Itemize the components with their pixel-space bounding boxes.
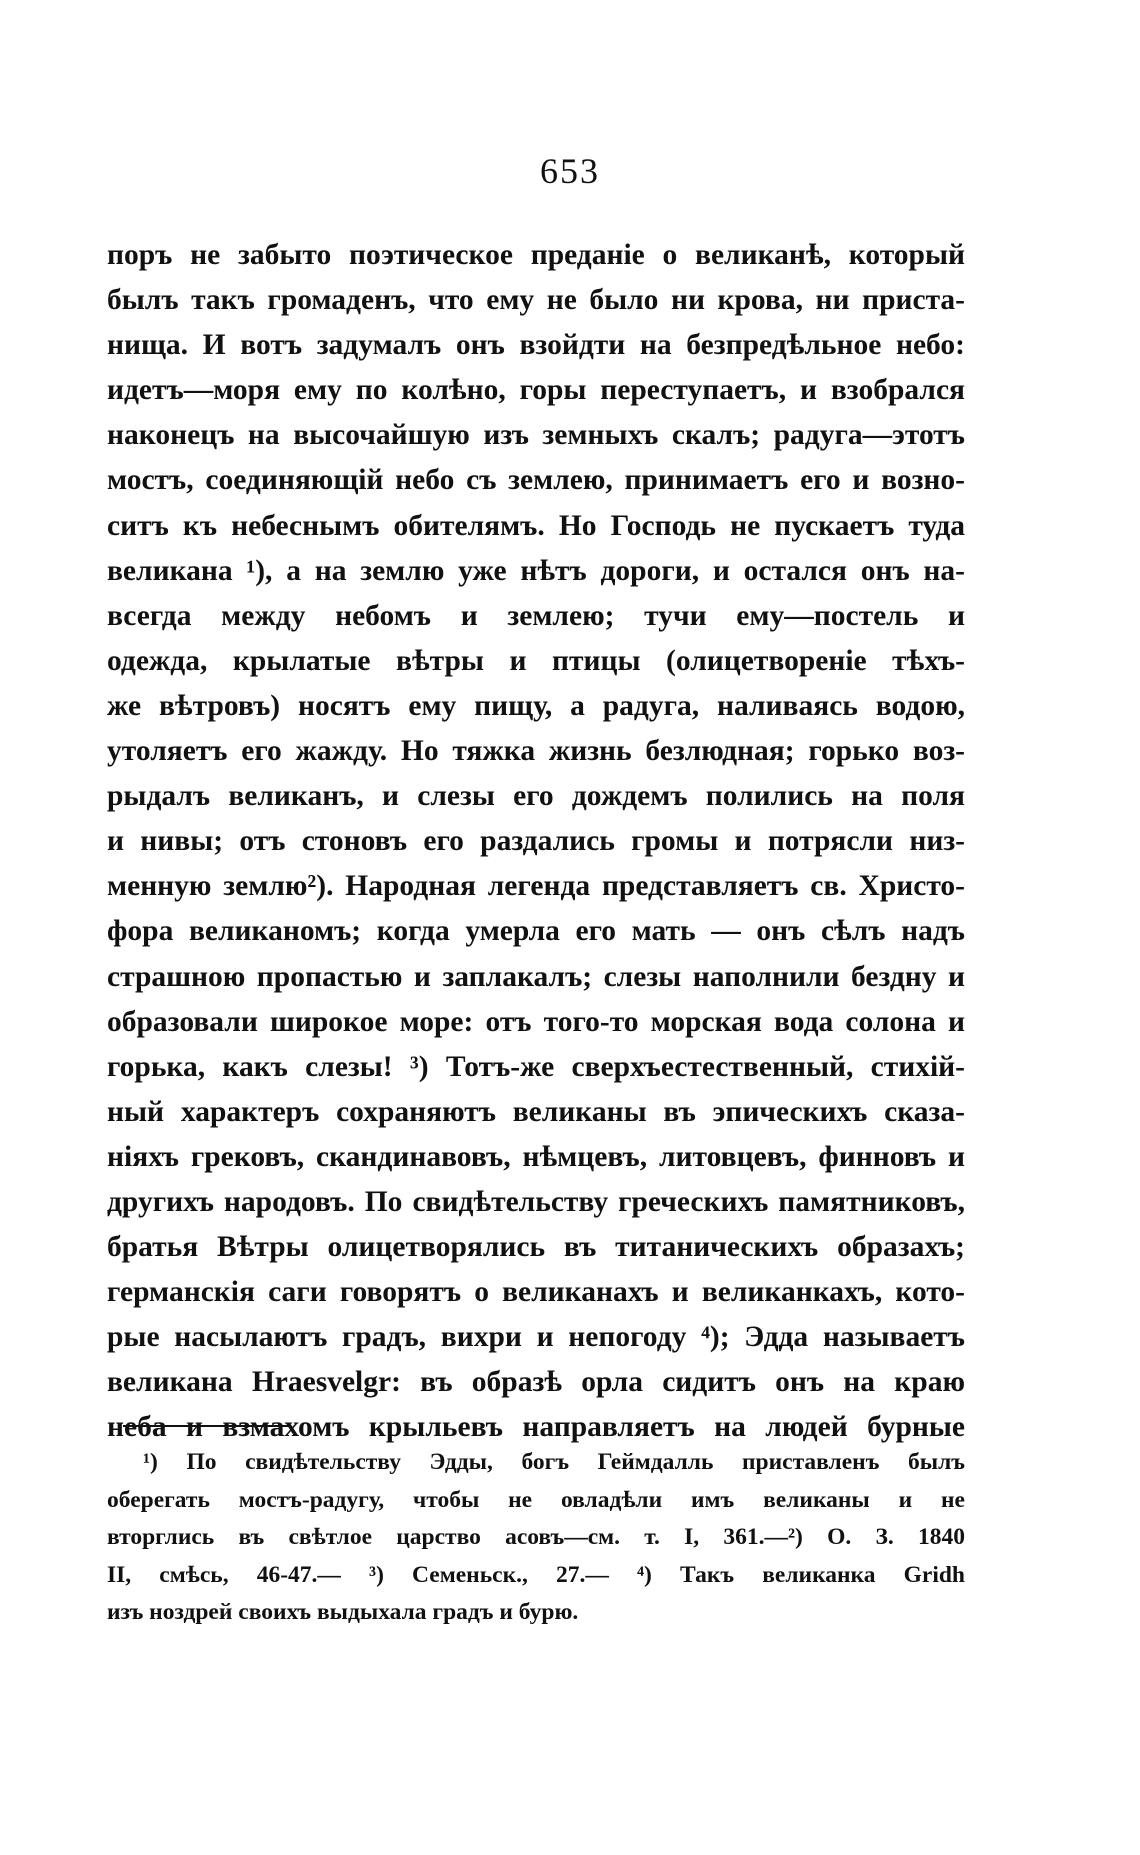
text-line: рыдалъ великанъ, и слезы его дождемъ полились на поля bbox=[107, 780, 965, 813]
footnote-separator bbox=[123, 1425, 289, 1427]
text-line: же вѣтровъ) носятъ ему пищу, а радуга, наливаясь водою, bbox=[107, 689, 965, 722]
text-line: всегда между небомъ и землею; тучи ему—постель и bbox=[107, 599, 965, 632]
text-line: рые насылаютъ градъ, вихри и непогоду ⁴); Эдда называетъ bbox=[107, 1321, 965, 1354]
text-line: былъ такъ громаденъ, что ему не было ни крова, ни приста- bbox=[107, 284, 965, 317]
text-line: неба и взмахомъ крыльевъ направляетъ на людей бурные bbox=[107, 1411, 965, 1444]
footnote-line: оберегать мостъ-радугу, чтобы не овладѣли имъ великаны и не bbox=[107, 1486, 965, 1513]
page-number: 653 bbox=[540, 151, 600, 191]
text-line: страшною пропастью и заплакалъ; слезы наполнили бездну и bbox=[107, 960, 965, 993]
footnotes bbox=[107, 1444, 965, 1632]
text-line: фора великаномъ; когда умерла его мать — онъ сѣлъ надъ bbox=[107, 915, 965, 948]
text-line: другихъ народовъ. По свидѣтельству греческихъ памятниковъ, bbox=[107, 1185, 965, 1218]
footnote-line: II, смѣсь, 46-47.— ³) Семеньск., 27.— ⁴) Такъ великанка Gridh bbox=[107, 1561, 965, 1588]
text-line: менную землю²). Народная легенда представляетъ св. Христо- bbox=[107, 870, 965, 903]
text-line: и нивы; отъ стоновъ его раздались громы и потрясли низ- bbox=[107, 825, 965, 858]
text-line: братья Вѣтры олицетворялись въ титаническихъ образахъ; bbox=[107, 1231, 965, 1264]
text-line: великана ¹), а на землю уже нѣтъ дороги, и остался онъ на- bbox=[107, 554, 965, 587]
text-line: великана Hraesvelgr: въ образѣ орла сидитъ онъ на краю bbox=[107, 1366, 965, 1399]
text-line: горька, какъ слезы! ³) Тотъ-же сверхъестественный, стихій- bbox=[107, 1050, 965, 1083]
text-line: германскія саги говорятъ о великанахъ и великанкахъ, кото- bbox=[107, 1276, 965, 1309]
text-line: нища. И вотъ задумалъ онъ взойдти на безпредѣльное небо: bbox=[107, 329, 965, 362]
text-line: ный характеръ сохраняютъ великаны въ эпическихъ сказа- bbox=[107, 1095, 965, 1128]
footnote-line: изъ ноздрей своихъ выдыхала градъ и бурю. bbox=[107, 1599, 579, 1625]
footnote-line: ¹) По свидѣтельству Эдды, богъ Геймдалль приставленъ былъ bbox=[143, 1449, 965, 1475]
text-line: утоляетъ его жажду. Но тяжка жизнь безлюдная; горько воз- bbox=[107, 735, 965, 768]
body-text bbox=[107, 233, 965, 1451]
text-line: одежда, крылатые вѣтры и птицы (олицетвореніе тѣхъ- bbox=[107, 644, 965, 677]
text-line: образовали широкое море: отъ того-то морская вода солона и bbox=[107, 1005, 965, 1038]
text-line: мостъ, соединяющій небо съ землею, принимаетъ его и возно- bbox=[107, 464, 965, 497]
text-line: наконецъ на высочайшую изъ земныхъ скалъ; радуга—этотъ bbox=[107, 419, 965, 452]
text-line: ситъ къ небеснымъ обителямъ. Но Господь не пускаетъ туда bbox=[107, 509, 965, 542]
text-line: поръ не забыто поэтическое преданіе о великанѣ, который bbox=[107, 239, 965, 271]
footnote-line: вторглись въ свѣтлое царство асовъ—см. т. I, 361.—²) О. З. 1840 bbox=[107, 1524, 965, 1550]
text-line: ніяхъ грековъ, скандинавовъ, нѣмцевъ, литовцевъ, финновъ и bbox=[107, 1140, 965, 1173]
text-line: идетъ—моря ему по колѣно, горы переступаетъ, и взобрался bbox=[107, 374, 965, 407]
